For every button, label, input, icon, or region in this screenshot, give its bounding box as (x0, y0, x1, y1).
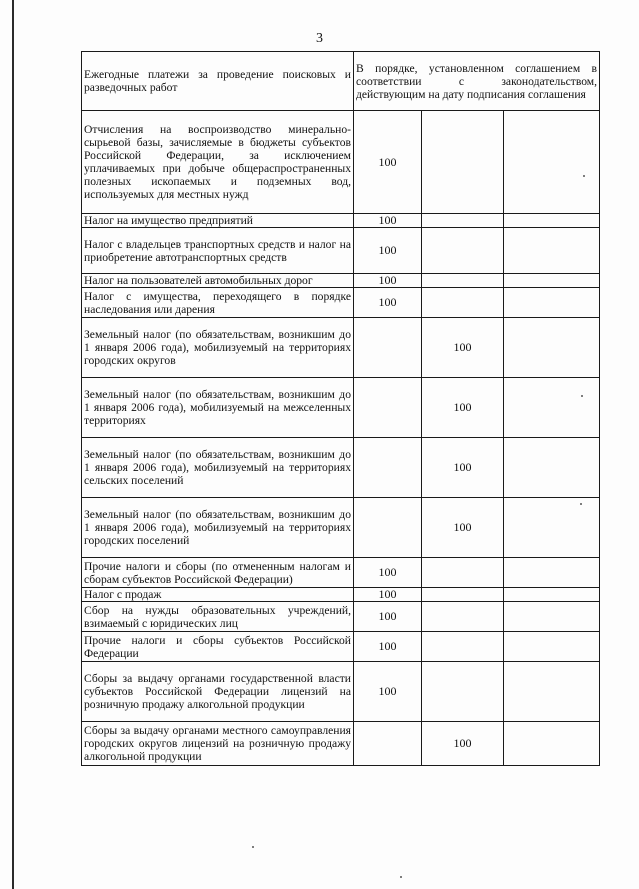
row-value-col1: 100 (354, 602, 422, 632)
row-name: Земельный налог (по обязательствам, возникшим до 1 января 2006 года), мобилизуемый на межселенных территориях (82, 378, 354, 438)
row-value-col1: 100 (354, 274, 422, 288)
row-value-col1 (354, 438, 422, 498)
table-row (82, 288, 600, 318)
row-value-col1: 100 (354, 632, 422, 662)
scan-speck (583, 175, 585, 177)
row-value-col2: 100 (422, 438, 504, 498)
row-name: Налог с продаж (82, 588, 354, 602)
table-row (82, 214, 600, 228)
page-number: 3 (316, 31, 323, 46)
scan-speck (400, 876, 402, 878)
header-row (82, 52, 600, 111)
row-value-col3 (504, 318, 600, 378)
scan-speck (252, 846, 254, 848)
row-value-col3 (504, 632, 600, 662)
row-value-col1: 100 (354, 558, 422, 588)
table-row (82, 632, 600, 662)
row-value-col3 (504, 722, 600, 766)
row-name: Прочие налоги и сборы (по отмененным налогам и сборам субъектов Российской Федерации) (82, 558, 354, 588)
row-value-col2 (422, 288, 504, 318)
row-value-col2: 100 (422, 498, 504, 558)
row-value-col3 (504, 288, 600, 318)
row-value-col2: 100 (422, 722, 504, 766)
row-value-col2: 100 (422, 378, 504, 438)
row-value-col2 (422, 274, 504, 288)
row-value-col2 (422, 228, 504, 274)
row-value-col2 (422, 111, 504, 214)
table-row (82, 228, 600, 274)
row-value-col3 (504, 558, 600, 588)
row-value-col3 (504, 274, 600, 288)
table-row (82, 662, 600, 722)
left-margin-rule (12, 0, 14, 889)
table-row (82, 588, 600, 602)
row-value-col3 (504, 588, 600, 602)
row-value-col1: 100 (354, 288, 422, 318)
row-name: Отчисления на воспроизводство минерально-сырьевой базы, зачисляемые в бюджеты субъектов Российской Федерации, за исключением уплачиваемых при добыче общераспространенных полезных ископаемых и подземных вод, используемых для местных нужд (82, 111, 354, 214)
row-name: Налог на пользователей автомобильных дорог (82, 274, 354, 288)
row-value-col2 (422, 632, 504, 662)
row-value-col1: 100 (354, 214, 422, 228)
row-name: Земельный налог (по обязательствам, возникшим до 1 января 2006 года), мобилизуемый на территориях городских округов (82, 318, 354, 378)
table-row (82, 438, 600, 498)
row-name: Налог с владельцев транспортных средств и налог на приобретение автотранспортных средств (82, 228, 354, 274)
row-name: Налог с имущества, переходящего в порядке наследования или дарения (82, 288, 354, 318)
row-value-col2 (422, 602, 504, 632)
table-row (82, 722, 600, 766)
scan-speck (581, 395, 583, 397)
row-value-col3 (504, 498, 600, 558)
row-value-col2 (422, 662, 504, 722)
scan-speck (580, 503, 582, 505)
row-value-col3 (504, 378, 600, 438)
row-value-col1: 100 (354, 228, 422, 274)
row-name: Сборы за выдачу органами государственной власти субъектов Российской Федерации лицензий на розничную продажу алкогольной продукции (82, 662, 354, 722)
table-row (82, 602, 600, 632)
row-value-col1: 100 (354, 662, 422, 722)
table-row (82, 274, 600, 288)
row-name: Земельный налог (по обязательствам, возникшим до 1 января 2006 года), мобилизуемый на территориях сельских поселений (82, 438, 354, 498)
table-row (82, 318, 600, 378)
row-name: Сборы за выдачу органами местного самоуправления городских округов лицензий на розничную продажу алкогольной продукции (82, 722, 354, 766)
row-value-col1 (354, 498, 422, 558)
row-value-col2: 100 (422, 318, 504, 378)
row-value-col2 (422, 214, 504, 228)
row-value-col1 (354, 378, 422, 438)
row-value-col1: 100 (354, 111, 422, 214)
header-row-note: В порядке, установленном соглашением в соответствии с законодательством, действующим на дату подписания соглашения (354, 52, 600, 111)
row-value-col1 (354, 318, 422, 378)
row-name: Налог на имущество предприятий (82, 214, 354, 228)
row-value-col3 (504, 111, 600, 214)
row-value-col1: 100 (354, 588, 422, 602)
row-name: Земельный налог (по обязательствам, возникшим до 1 января 2006 года), мобилизуемый на территориях городских поселений (82, 498, 354, 558)
row-value-col1 (354, 722, 422, 766)
row-value-col3 (504, 438, 600, 498)
header-row-name: Ежегодные платежи за проведение поисковых и разведочных работ (82, 52, 354, 111)
table-row (82, 498, 600, 558)
table-row (82, 111, 600, 214)
row-name: Прочие налоги и сборы субъектов Российской Федерации (82, 632, 354, 662)
tax-distribution-table (81, 51, 600, 766)
row-value-col2 (422, 588, 504, 602)
row-value-col3 (504, 214, 600, 228)
row-value-col3 (504, 602, 600, 632)
table-row (82, 378, 600, 438)
table-row (82, 558, 600, 588)
row-name: Сбор на нужды образовательных учреждений, взимаемый с юридических лиц (82, 602, 354, 632)
row-value-col3 (504, 662, 600, 722)
row-value-col3 (504, 228, 600, 274)
row-value-col2 (422, 558, 504, 588)
